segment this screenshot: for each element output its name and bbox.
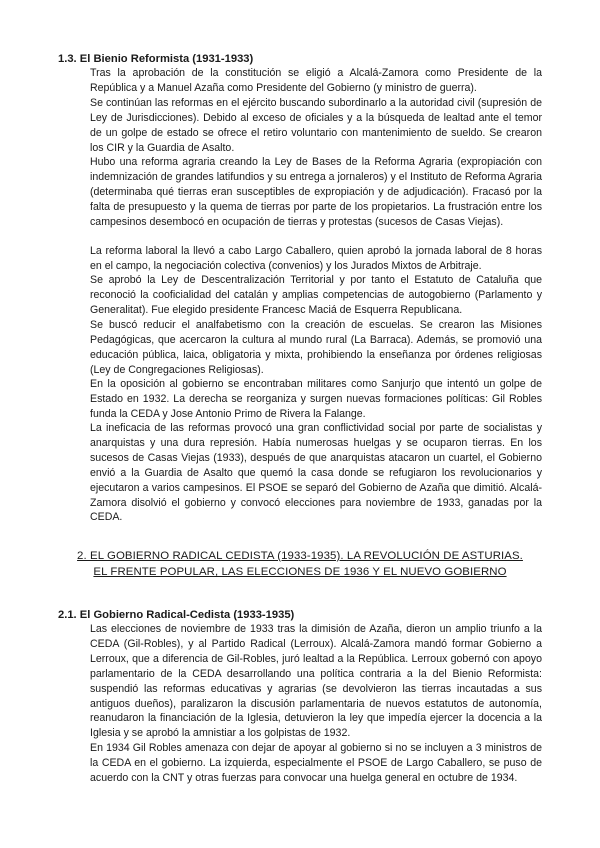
paragraph: Se continúan las reformas en el ejército buscando subordinarlo a la autoridad civil (supresión de Ley de Jurisdicciones). Debido al exceso de oficiales y a la búsqueda de lealtad ante el temor de un golpe de estado se ofrece el retiro voluntario con mantenimiento de sueldo. Se crearon los CIR y la Guardia de Asalto.: [90, 97, 542, 154]
chapter-title-line-1: 2. EL GOBIERNO RADICAL CEDISTA (1933-1935). LA REVOLUCIÓN DE ASTURIAS.: [77, 550, 523, 562]
paragraph: En 1934 Gil Robles amenaza con dejar de apoyar al gobierno si no se incluyen a 3 ministros de la CEDA en el gobierno. La izquierda, especialmente el PSOE de Largo Caballero, se puso de acuerdo con la CNT y otras fuerzas para convocar una huelga general en octubre de 1934.: [90, 742, 542, 784]
paragraph: Las elecciones de noviembre de 1933 tras la dimisión de Azaña, dieron un amplio triunfo a la CEDA (Gil-Robles), y al Partido Radical (Lerroux). Alcalá-Zamora mandó formar Gobierno a Lerroux, que a diferencia de Gil-Robles, juró lealtad a la República. Lerroux gobernó con apoyo parlamentario de la CEDA desarrollando una política contraria a la del Bienio Reformista: suspendió las reformas educativas y agrarias (se devolvieron las tierras incautadas a sus antiguos dueños), paralizaron la discusión parlamentaria de nuevos estatutos de autonomía, reanudaron la financiación de la Iglesia, detuvieron la ley que impedía ejercer la docencia a la Iglesia y se aprobó la amnistiar a los golpistas de 1932.: [90, 623, 542, 740]
paragraph: Se aprobó la Ley de Descentralización Territorial y por tanto el Estatuto de Cataluña que reconoció la cooficialidad del catalán y amplias competencias de autogobierno (Parlamento y Generalitat). Fue elegido presidente Francesc Maciá de Esquerra Republicana.: [90, 274, 542, 316]
paragraph: En la oposición al gobierno se encontraban militares como Sanjurjo que intentó un golpe de Estado en 1932. La derecha se reorganiza y surgen nuevas formaciones políticas: Gil Robles funda la CEDA y Jose Antonio Primo de Rivera la Falange.: [90, 378, 542, 420]
chapter-title-line-2: EL FRENTE POPULAR, LAS ELECCIONES DE 1936 Y EL NUEVO GOBIERNO: [93, 566, 507, 578]
paragraph: Se buscó reducir el analfabetismo con la creación de escuelas. Se crearon las Misiones Pedagógicas, que acercaron la cultura al mundo rural (La Barraca). Además, se promovió una educación pública, laica, obligatoria y mixta, prohibiendo la enseñanza por órdenes religiosas (Ley de Congregaciones Religiosas).: [90, 319, 542, 376]
paragraph: La ineficacia de las reformas provocó una gran conflictividad social por parte de socialistas y anarquistas y una dura represión. Había numerosas huelgas y se ocuparon tierras. En los sucesos de Casas Viejas (1933), después de que anarquistas atacaron un cuartel, el Gobierno envió a la Guardia de Asalto que quemó la casa donde se refugiaron los revolucionarios y ejecutaron a varios campesinos. El PSOE se separó del Gobierno de Azaña que dimitió. Alcalá-Zamora disolvió el gobierno y convocó elecciones para noviembre de 1933, ganadas por la CEDA.: [90, 422, 542, 524]
paragraph: Tras la aprobación de la constitución se eligió a Alcalá-Zamora como Presidente de la República y a Manuel Azaña como Presidente del Gobierno (y ministro de guerra).: [90, 67, 542, 94]
paragraph: La reforma laboral la llevó a cabo Largo Caballero, quien aprobó la jornada laboral de 8 horas en el campo, la negociación colectiva (convenios) y los Jurados Mixtos de Arbitraje.: [90, 245, 542, 272]
section-heading-2-1: 2.1. El Gobierno Radical-Cedista (1933-1935): [58, 609, 295, 621]
chapter-title: [40, 548, 560, 580]
paragraph: Hubo una reforma agraria creando la Ley de Bases de la Reforma Agraria (expropiación con indemnización de grandes latifundios y su entrega a jornaleros) y el Instituto de Reforma Agraria (determinaba qué tierras eran susceptibles de expropiación y de adjudicación). Fracasó por la falta de presupuesto y la quema de tierras por parte de los propietarios. La frustración entre los campesinos desembocó en ocupación de tierras y protestas (sucesos de Casas Viejas).: [90, 156, 542, 228]
section-heading-1-3: 1.3. El Bienio Reformista (1931-1933): [58, 53, 254, 65]
